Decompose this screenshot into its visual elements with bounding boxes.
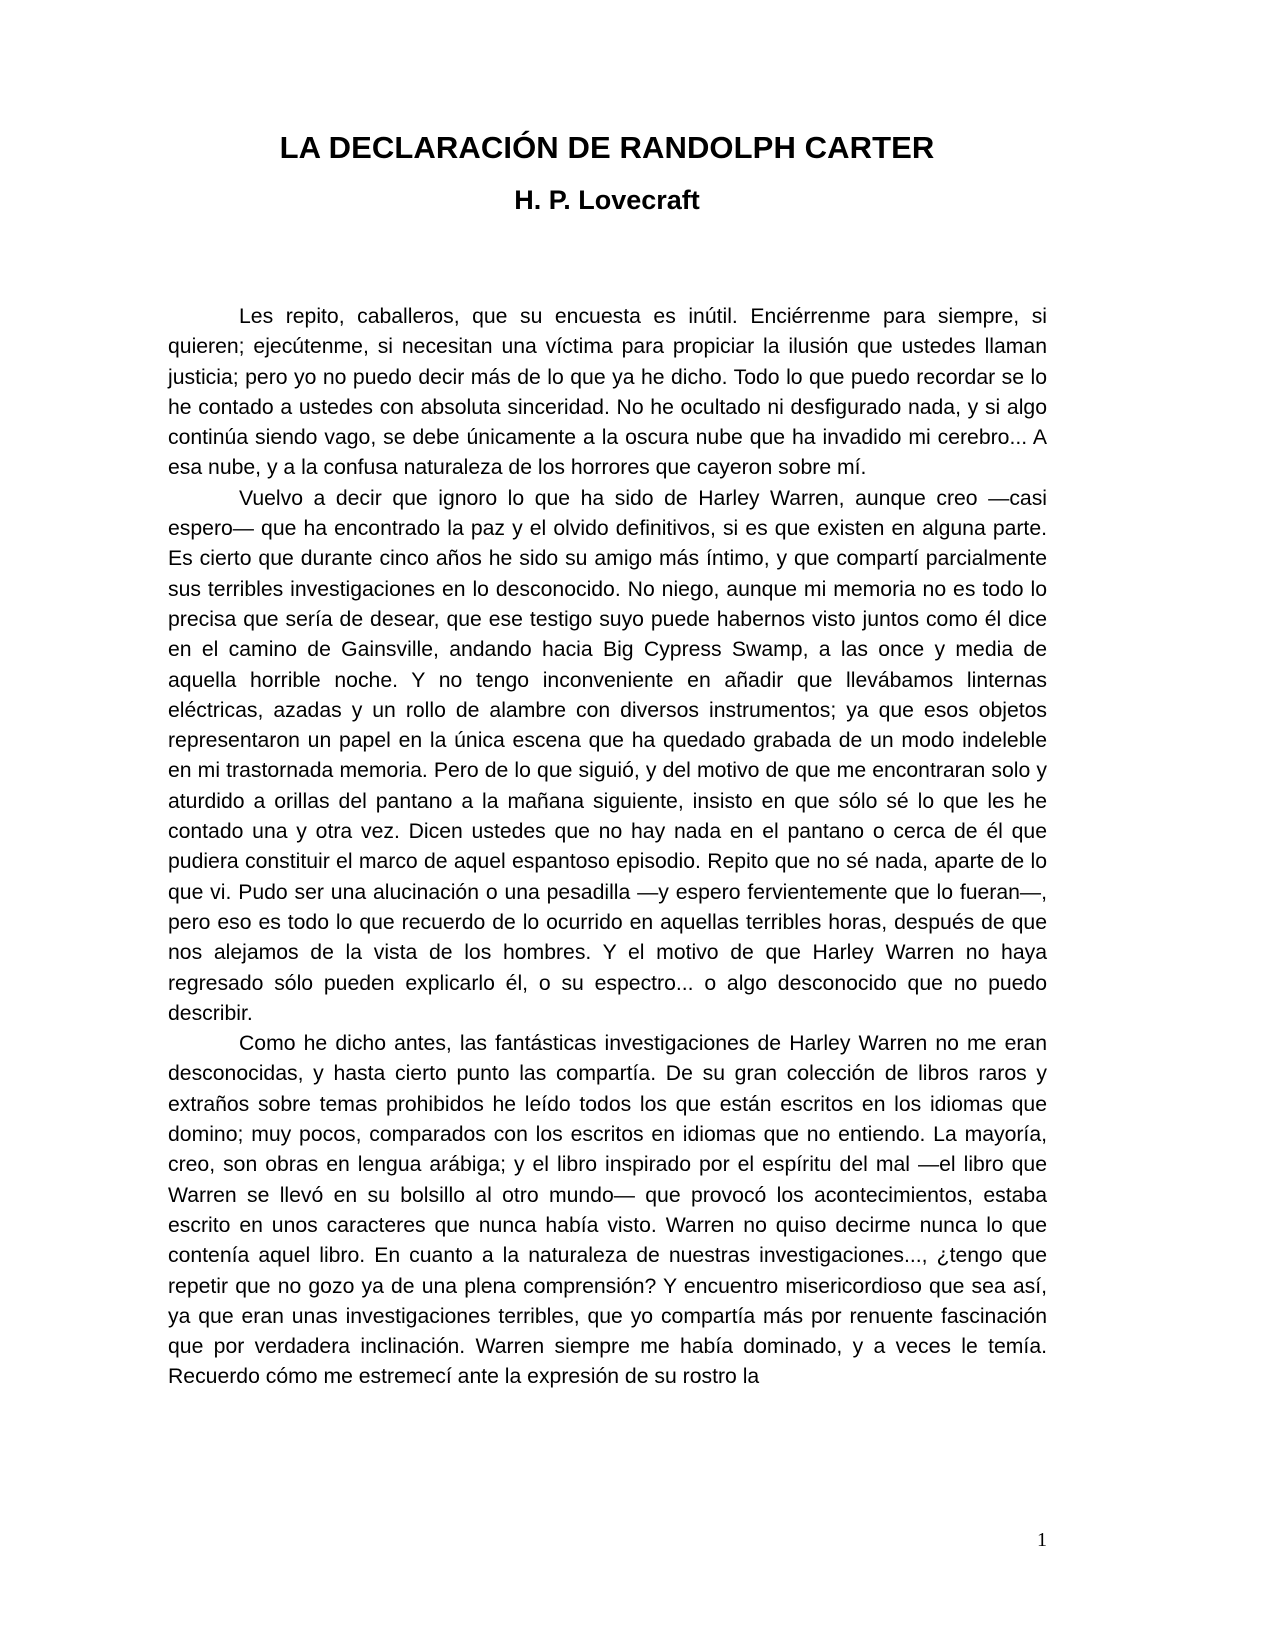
body-paragraph: Como he dicho antes, las fantásticas investigaciones de Harley Warren no me eran desconocidas, y hasta cierto punto las compartía. De su gran colección de libros raros y extraños sobre temas prohibidos he leído todos los que están escritos en los idiomas que domino; muy pocos, comparados con los escritos en idiomas que no entiendo. La mayoría, creo, son obras en lengua arábiga; y el libro inspirado por el espíritu del mal —el libro que Warren se llevó en su bolsillo al otro mundo— que provocó los acontecimientos, estaba escrito en unos caracteres que nunca había visto. Warren no quiso decirme nunca lo que contenía aquel libro. En cuanto a la naturaleza de nuestras investigaciones..., ¿tengo que repetir que no gozo ya de una plena comprensión? Y encuentro misericordioso que sea así, ya que eran unas investigaciones terribles, que yo compartía más por renuente fascinación que por verdadera inclinación. Warren siempre me había dominado, y a veces le temía. Recuerdo cómo me estremecí ante la expresión de su rostro la xyxy=(168,1032,1047,1389)
body-paragraph: Vuelvo a decir que ignoro lo que ha sido de Harley Warren, aunque creo —casi espero— que ha encontrado la paz y el olvido definitivos, si es que existen en alguna parte. Es cierto que durante cinco años he sido su amigo más íntimo, y que compartí parcialmente sus terribles investigaciones en lo desconocido. No niego, aunque mi memoria no es todo lo precisa que sería de desear, que ese testigo suyo puede habernos visto juntos como él dice en el camino de Gainsville, andando hacia Big Cypress Swamp, a las once y media de aquella horrible noche. Y no tengo inconveniente en añadir que llevábamos linternas eléctricas, azadas y un rollo de alambre con diversos instrumentos; ya que esos objetos representaron un papel en la única escena que ha quedado grabada de un modo indeleble en mi trastornada memoria. Pero de lo que siguió, y del motivo de que me encontraran solo y aturdido a orillas del pantano a la mañana siguiente, insisto en que sólo sé lo que les he contado una y otra vez. Dicen ustedes que no hay nada en el pantano o cerca de él que pudiera constituir el marco de aquel espantoso episodio. Repito que no sé nada, aparte de lo que vi. Pudo ser una alucinación o una pesadilla —y espero fervientemente que lo fueran—, pero eso es todo lo que recuerdo de lo ocurrido en aquellas terribles horas, después de que nos alejamos de la vista de los hombres. Y el motivo de que Harley Warren no haya regresado sólo pueden explicarlo él, o su espectro... o algo desconocido que no puedo describir. xyxy=(168,486,1047,1025)
page-number: 1 xyxy=(1037,1529,1047,1551)
page-title: LA DECLARACIÓN DE RANDOLPH CARTER xyxy=(279,130,935,165)
title-block xyxy=(168,128,1046,218)
document-body xyxy=(168,302,1047,1393)
body-paragraph: Les repito, caballeros, que su encuesta es inútil. Enciérrenme para siempre, si quieren; ejecútenme, si necesitan una víctima para propiciar la ilusión que ustedes llaman justicia; pero yo no puedo decir más de lo que ya he dicho. Todo lo que puedo recordar se lo he contado a ustedes con absoluta sinceridad. No he ocultado ni desfigurado nada, y si algo continúa siendo vago, se debe únicamente a la oscura nube que ha invadido mi cerebro... A esa nube, y a la confusa naturaleza de los horrores que cayeron sobre mí. xyxy=(168,305,1047,480)
document-author: H. P. Lovecraft xyxy=(514,185,700,215)
